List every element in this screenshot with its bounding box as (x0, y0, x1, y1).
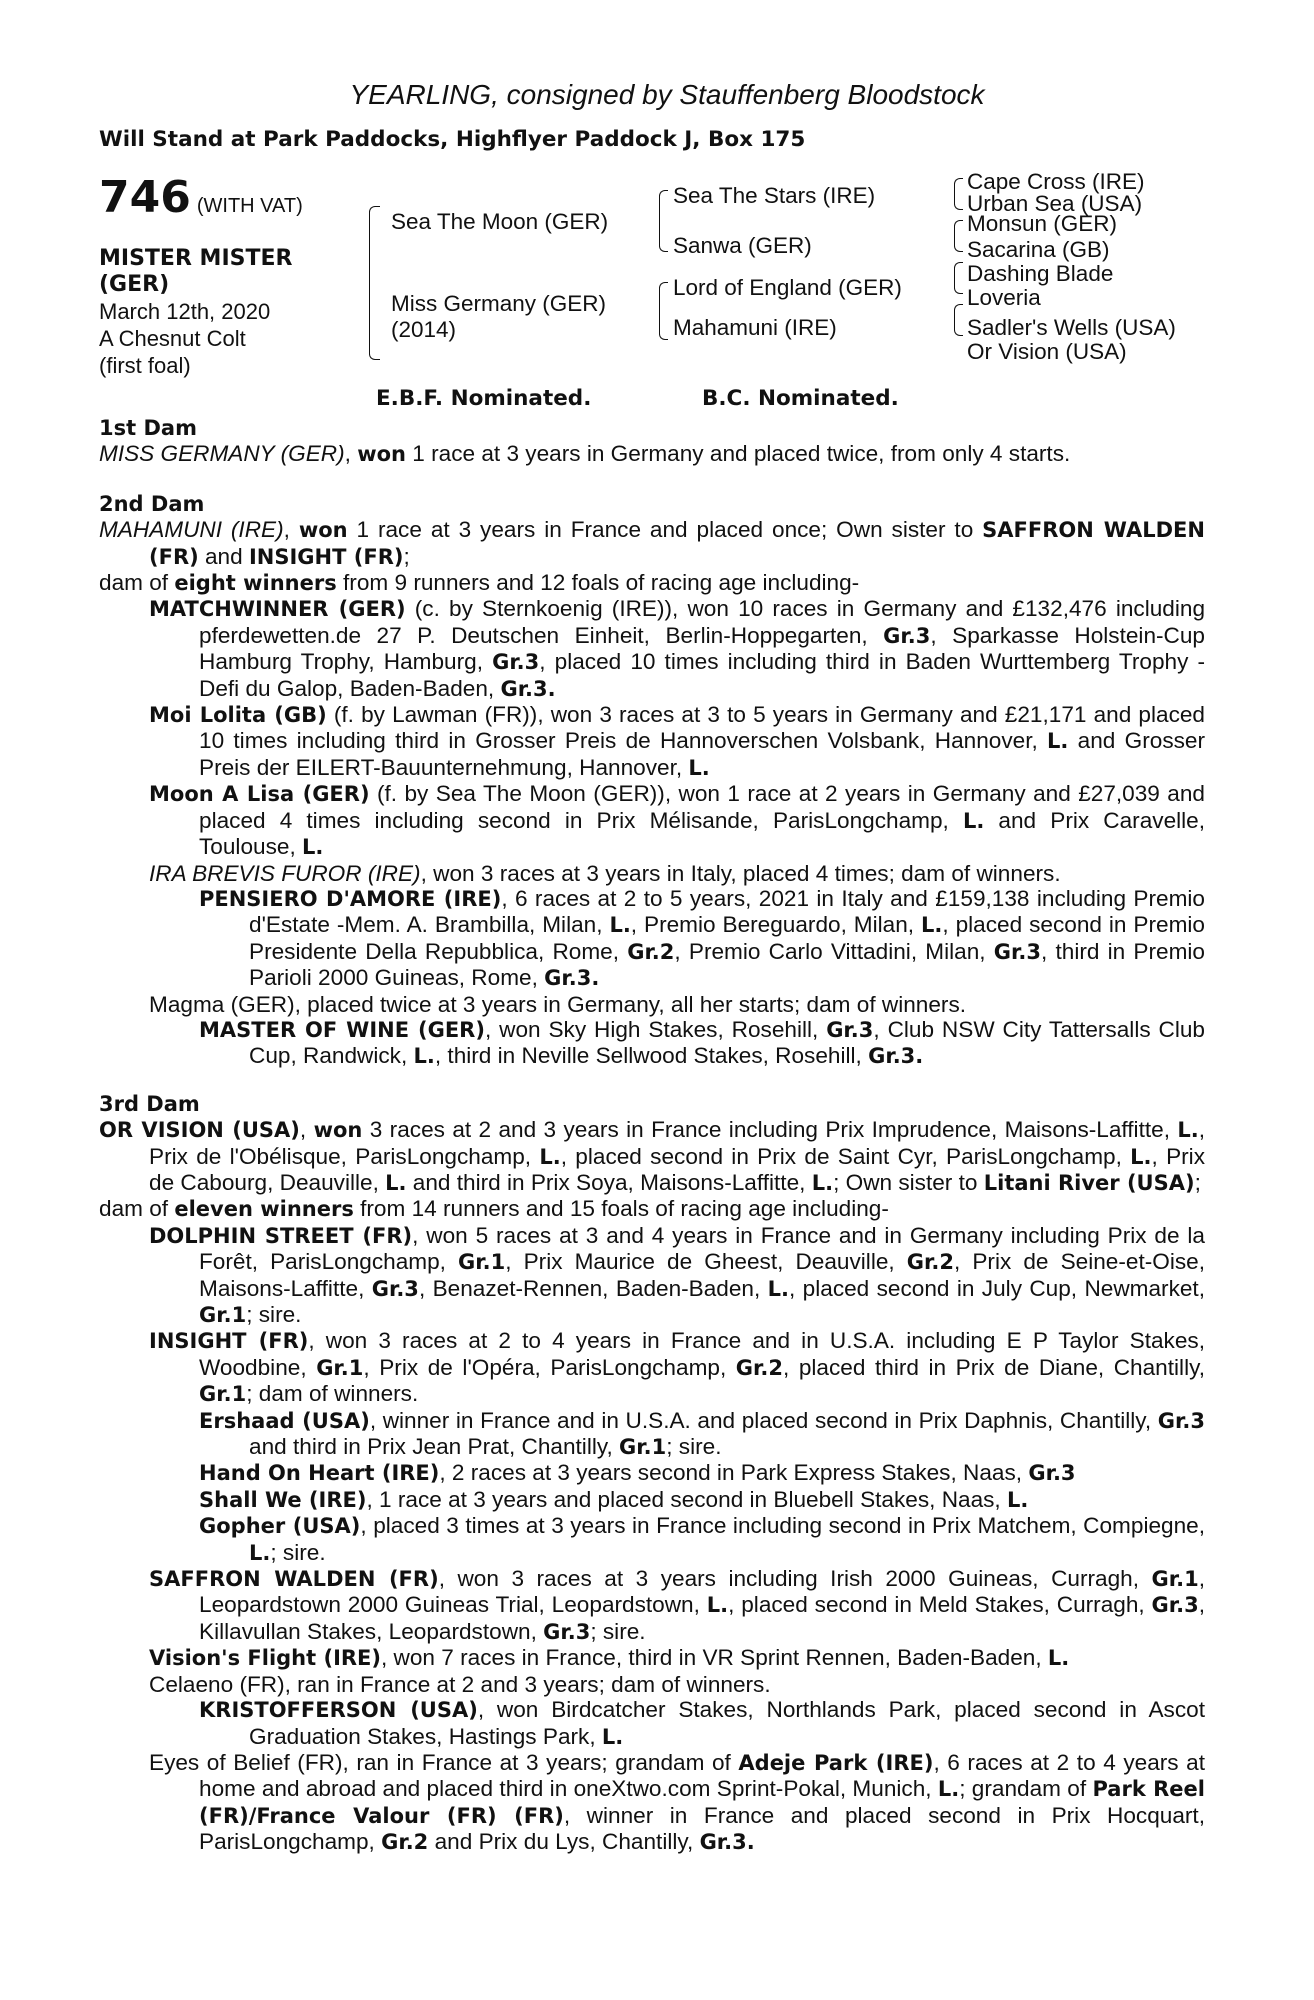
list-item: Celaeno (FR), ran in France at 2 and 3 years; dam of winners. (149, 1671, 771, 1697)
dam-sire: Lord of England (GER) (673, 275, 902, 300)
granddam-4: Or Vision (USA) (967, 339, 1127, 364)
list-item: Eyes of Belief (FR), ran in France at 3 years; grandam of Adeje Park (IRE), 6 races at 2 to 4 years at home and abroad and placed third in oneXtwo.com Sprint-Pokal, Munich, L.; grandam of Park Reel (FR)/France Valour (FR) (FR), winner in France and placed second in Prix Hocquart, ParisLongchamp, Gr.2 and Prix du Lys, Chantilly, Gr.3. (149, 1749, 1206, 1855)
granddam-1: Urban Sea (USA) (967, 191, 1143, 216)
list-item: DOLPHIN STREET (FR), won 5 races at 3 and 4 years in France and in Germany including Prix de la Forêt, ParisLongchamp, Gr.1, Prix Maurice de Gheest, Deauville, Gr.2, Prix de Seine-et-Oise, Maisons-Laffitte, Gr.3, Benazet-Rennen, Baden-Baden, L., placed second in July Cup, Newmarket, Gr.1; sire. (149, 1222, 1205, 1327)
pedigree-block (99, 169, 1205, 416)
bc-nominated: B.C. Nominated. (702, 386, 899, 411)
horse-description: A Chesnut Colt (99, 326, 246, 351)
stand-location: Will Stand at Park Paddocks, Highflyer Paddock J, Box 175 (99, 127, 806, 152)
second-dam-heading: 2nd Dam (99, 491, 205, 516)
horse-name: MISTER MISTER (GER) (99, 246, 293, 297)
pedigree-brace (369, 206, 380, 360)
sire-sire: Sea The Stars (IRE) (673, 183, 876, 208)
ebf-nominated: E.B.F. Nominated. (376, 386, 592, 411)
pedigree-brace (954, 178, 963, 210)
consignor-title: YEARLING, consigned by Stauffenberg Bloodstock (349, 79, 985, 110)
pedigree-brace (659, 190, 668, 252)
grandsire-4: Sadler's Wells (USA) (967, 315, 1176, 340)
list-item: Gopher (USA), placed 3 times at 3 years in France including second in Prix Matchem, Compiegne, L.; sire. (199, 1513, 1205, 1565)
list-item: MATCHWINNER (GER) (c. by Sternkoenig (IRE)), won 10 races in Germany and £132,476 including pferdewetten.de 27 P. Deutschen Einheit, Berlin-Hoppegarten, Gr.3, Sparkasse Holstein-Cup Hamburg Trophy, Hamburg, Gr.3, placed 10 times including third in Baden Wurttemberg Trophy - Defi du Galop, Baden-Baden, Gr.3. (149, 596, 1206, 701)
grandsire-3: Dashing Blade (967, 261, 1114, 286)
list-item: Vision's Flight (IRE), won 7 races in France, third in VR Sprint Rennen, Baden-Baden, L. (149, 1645, 1070, 1671)
dam-year: (2014) (391, 317, 457, 342)
granddam-2: Sacarina (GB) (967, 237, 1110, 262)
second-dam-text: MAHAMUNI (IRE), won 1 race at 3 years in France and placed once; Own sister to SAFFRON WALDEN (FR) and INSIGHT (FR); (99, 517, 1205, 569)
list-item: MASTER OF WINE (GER), won Sky High Stakes, Rosehill, Gr.3, Club NSW City Tattersalls Club Cup, Randwick, L., third in Neville Sellwood Stakes, Rosehill, Gr.3. (199, 1016, 1205, 1069)
third-dam-text: OR VISION (USA), won 3 races at 2 and 3 years in France including Prix Imprudence, Maisons-Laffitte, L., Prix de l'Obélisque, ParisLongchamp, L., placed second in Prix de Saint Cyr, ParisLongchamp, L., Prix de Cabourg, Deauville, L. and third in Prix Soya, Maisons-Laffitte, L.; Own sister to Litani River (USA); (99, 1117, 1205, 1195)
list-item: INSIGHT (FR), won 3 races at 2 to 4 years in France and in U.S.A. including E P Taylor Stakes, Woodbine, Gr.1, Prix de l'Opéra, ParisLongchamp, Gr.2, placed third in Prix de Diane, Chantilly, Gr.1; dam of winners. (149, 1328, 1205, 1407)
granddam-3: Loveria (967, 285, 1041, 310)
list-item: SAFFRON WALDEN (FR), won 3 races at 3 years including Irish 2000 Guineas, Curragh, Gr.1, Leopardstown 2000 Guineas Trial, Leopardstown, L., placed second in Meld Stakes, Curragh, Gr.3, Killavullan Stakes, Leopardstown, Gr.3; sire. (149, 1566, 1206, 1644)
list-item: KRISTOFFERSON (USA), won Birdcatcher Stakes, Northlands Park, placed second in Ascot Graduation Stakes, Hastings Park, L. (199, 1697, 1205, 1749)
dam-dam: Mahamuni (IRE) (673, 315, 837, 340)
list-item: Magma (GER), placed twice at 3 years in Germany, all her starts; dam of winners. (149, 991, 967, 1017)
pedigree-brace (954, 262, 963, 294)
list-item: Shall We (IRE), 1 race at 3 years and placed second in Bluebell Stakes, Naas, L. (199, 1486, 1029, 1512)
sire-dam: Sanwa (GER) (673, 233, 812, 258)
grandsire-1: Cape Cross (IRE) (967, 169, 1145, 194)
second-dam-produce: dam of eight winners from 9 runners and 12 foals of racing age including- (99, 570, 860, 596)
grandsire-2: Monsun (GER) (967, 211, 1118, 236)
foal-note: (first foal) (99, 353, 191, 378)
first-dam-heading: 1st Dam (99, 416, 197, 440)
list-item: Ershaad (USA), winner in France and in U.S.A. and placed second in Prix Daphnis, Chantilly, Gr.3 and third in Prix Jean Prat, Chantilly, Gr.1; sire. (199, 1407, 1205, 1460)
dam: Miss Germany (GER) (391, 291, 607, 316)
third-dam-produce: dam of eleven winners from 14 runners and 15 foals of racing age including- (99, 1196, 889, 1222)
foaling-date: March 12th, 2020 (99, 299, 271, 324)
third-dam-heading: 3rd Dam (99, 1091, 200, 1116)
list-item: Moi Lolita (GB) (f. by Lawman (FR)), won 3 races at 3 to 5 years in Germany and £21,171 and placed 10 times including third in Grosser Preis de Hannoverschen Volsbank, Hannover, L. and Grosser Preis der EILERT-Bauunternehmung, Hannover, L. (149, 702, 1205, 780)
pedigree-brace (954, 220, 963, 252)
first-dam-text: MISS GERMANY (GER), won 1 race at 3 years in Germany and placed twice, from only 4 starts. (99, 441, 1071, 467)
lot-info (99, 172, 359, 379)
pedigree-brace (659, 282, 668, 340)
list-item: IRA BREVIS FUROR (IRE), won 3 races at 3 years in Italy, placed 4 times; dam of winners. (149, 860, 1061, 886)
list-item: Moon A Lisa (GER) (f. by Sea The Moon (GER)), won 1 race at 2 years in Germany and £27,039 and placed 4 times including second in Prix Mélisande, ParisLongchamp, L. and Prix Caravelle, Toulouse, L. (149, 781, 1206, 860)
vat-note: (WITH VAT) (196, 195, 303, 217)
pedigree-brace (954, 304, 963, 336)
catalogue-page (99, 78, 1205, 1856)
sire: Sea The Moon (GER) (391, 209, 609, 234)
list-item: Hand On Heart (IRE), 2 races at 3 years second in Park Express Stakes, Naas, Gr.3 (199, 1460, 1076, 1486)
list-item: PENSIERO D'AMORE (IRE), 6 races at 2 to 5 years, 2021 in Italy and £159,138 including Premio d'Estate -Mem. A. Brambilla, Milan, L., Premio Bereguardo, Milan, L., placed second in Premio Presidente Della Repubblica, Rome, Gr.2, Premio Carlo Vittadini, Milan, Gr.3, third in Premio Parioli 2000 Guineas, Rome, Gr.3. (199, 885, 1205, 991)
lot-number: 746 (99, 172, 191, 223)
